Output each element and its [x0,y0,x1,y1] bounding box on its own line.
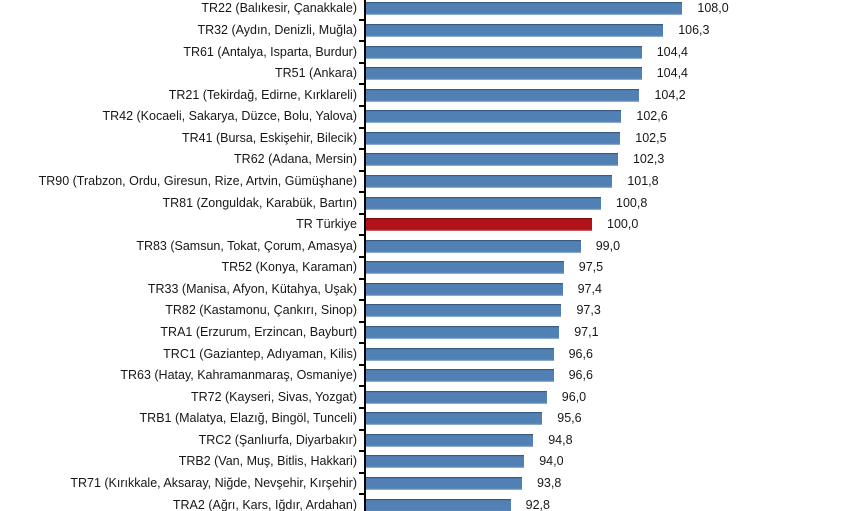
category-label: TR33 (Manisa, Afyon, Kütahya, Uşak) [147,281,357,296]
category-label: TRB1 (Malatya, Elazığ, Bingöl, Tunceli) [139,411,357,426]
value-label: 108,0 [697,1,729,16]
bar-row [0,214,856,236]
value-label: 102,3 [632,152,665,167]
bar-row [0,473,856,495]
value-label: 100,8 [616,195,648,210]
bar-row [0,386,856,408]
bar-row [0,106,856,128]
value-label: 94,8 [548,432,573,447]
bar-row [0,408,856,430]
bar-row [0,322,856,344]
value-label: 95,6 [557,411,582,426]
bar-row [0,20,856,42]
category-label: TR42 (Kocaeli, Sakarya, Düzce, Bolu, Yalova) [102,109,357,124]
bar [366,283,563,296]
bar-row [0,84,856,106]
bar [366,240,581,253]
bar [366,175,612,188]
value-label: 96,0 [561,389,587,404]
bar [366,348,554,361]
bar-row [0,451,856,473]
value-label: 100,0 [607,217,639,232]
bar-row [0,279,856,301]
bar-highlight-turkiye [366,218,592,231]
bar [366,110,621,123]
category-label: TR90 (Trabzon, Ordu, Giresun, Rize, Artvin, Gümüşhane) [38,174,357,189]
bar-row [0,149,856,171]
bar-row [0,128,856,150]
category-label: TR51 (Ankara) [275,66,357,81]
bar-row [0,257,856,279]
bar [366,261,564,274]
bar [366,391,547,404]
value-label: 96,6 [568,346,593,361]
value-label: 104,4 [656,66,688,81]
bar [366,304,561,317]
category-label: TR72 (Kayseri, Sivas, Yozgat) [190,389,357,404]
bar-row [0,63,856,85]
value-label: 104,2 [654,87,686,102]
category-label: TR71 (Kırıkkale, Aksaray, Niğde, Nevşehir, Kırşehir) [70,476,357,491]
value-label: 102,6 [636,109,668,124]
bar-row [0,192,856,214]
bar [366,132,620,145]
category-label: TRA1 (Erzurum, Erzincan, Bayburt) [160,325,357,340]
bar [366,153,618,166]
category-label: TR21 (Tekirdağ, Edirne, Kırklareli) [168,87,357,102]
category-label: TR61 (Antalya, Isparta, Burdur) [183,44,357,59]
value-label: 97,3 [576,303,601,318]
bar-row [0,494,856,511]
category-label: TR83 (Samsun, Tokat, Çorum, Amasya) [136,238,357,253]
category-label: TR62 (Adana, Mersin) [234,152,357,167]
value-label: 97,1 [574,325,599,340]
value-label: 94,0 [539,454,564,469]
bar-row [0,41,856,63]
bar-row [0,171,856,193]
bar [366,326,559,339]
category-label: TR Türkiye [296,217,357,232]
category-label: TRA2 (Ağrı, Kars, Iğdır, Ardahan) [172,497,357,511]
value-label: 96,6 [568,368,593,383]
bar-row [0,300,856,322]
value-label: 99,0 [595,238,621,253]
value-label: 93,8 [536,476,562,491]
bar [366,412,542,425]
value-label: 97,5 [578,260,604,275]
bar [366,197,601,210]
category-label: TRC1 (Gaziantep, Adıyaman, Kilis) [163,346,357,361]
value-label: 104,4 [656,44,688,59]
bar [366,477,522,490]
value-label: 101,8 [627,174,659,189]
category-label: TR82 (Kastamonu, Çankırı, Sinop) [165,303,357,318]
bar [366,369,554,382]
bar-row [0,0,856,20]
category-label: TRC2 (Şanlıurfa, Diyarbakır) [198,432,357,447]
bar [366,455,524,468]
bar [366,499,511,511]
bar [366,67,642,80]
bar [366,24,663,37]
category-label: TR32 (Aydın, Denizli, Muğla) [197,23,357,38]
bar-row [0,430,856,452]
bar [366,2,682,15]
category-label: TR22 (Balıkesir, Çanakkale) [201,1,357,16]
category-label: TR52 (Konya, Karaman) [221,260,357,275]
bar [366,434,533,447]
category-label: TRB2 (Van, Muş, Bitlis, Hakkari) [178,454,357,469]
value-label: 102,5 [635,130,667,145]
value-label: 97,4 [577,281,602,296]
bar-row [0,365,856,387]
bar-row [0,343,856,365]
value-label: 92,8 [525,497,550,511]
category-label: TR41 (Bursa, Eskişehir, Bilecik) [181,130,357,145]
bar [366,89,639,102]
value-label: 106,3 [678,23,710,38]
category-label: TR63 (Hatay, Kahramanmaraş, Osmaniye) [120,368,357,383]
bar-row [0,235,856,257]
category-label: TR81 (Zonguldak, Karabük, Bartın) [162,195,357,210]
bar [366,46,642,59]
